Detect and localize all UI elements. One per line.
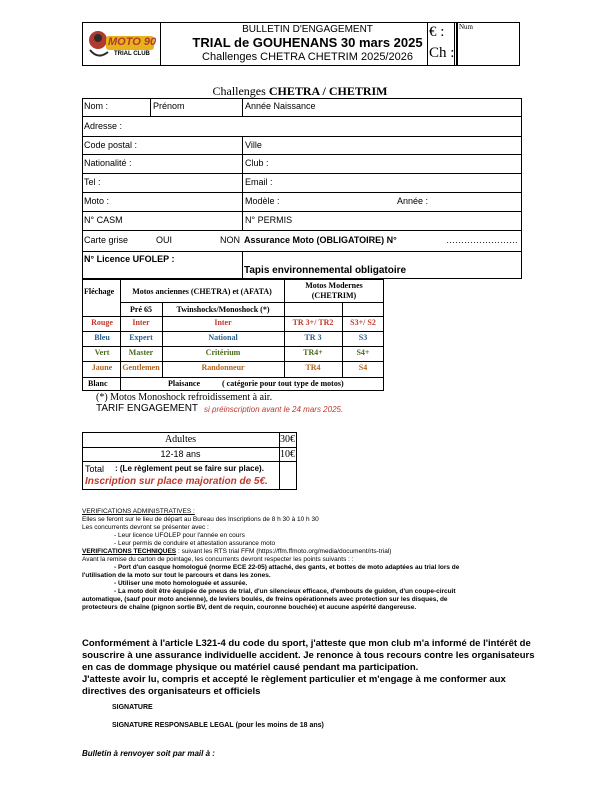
header-modernes: Motos Modernes (CHETRIM) (305, 281, 363, 300)
header-line2: TRIAL de GOUHENANS 30 mars 2025 (192, 35, 423, 50)
logo-text: MOTO 90 (108, 36, 157, 48)
tapis-notice: Tapis environnemental obligatoire (244, 265, 407, 276)
price-total-note: : (Le règlement peut se faire sur place). (115, 464, 264, 473)
monoshock-note: (*) Motos Monoshock refroidissement à air. (96, 392, 273, 403)
verif-line8: - Utiliser une moto homologuée et assurée. (114, 580, 248, 587)
field-modele[interactable]: Modèle : (245, 196, 280, 206)
option-non[interactable]: NON (220, 235, 240, 245)
field-annee-naissance[interactable]: Année Naissance (245, 101, 316, 111)
row-moderne-tr: TR 3+/ TR2 (292, 318, 334, 327)
row-moderne-tr: TR4+ (303, 348, 323, 357)
declaration-line3: en cas de dommage physique ou matériel causé pendant ma participation. (82, 662, 419, 673)
signature-legal-note: (pour les moins de 18 ans) (235, 722, 324, 729)
verif-line3: - Leur licence UFOLEP pour l'année en cours (114, 532, 245, 539)
ch-label: Ch : (429, 45, 455, 61)
verif-title: VERIFICATIONS ADMINISTRATIVES : (82, 508, 195, 515)
row-pre65: Inter (132, 318, 150, 327)
field-ville[interactable]: Ville (245, 140, 262, 150)
verif-line7: l'utilisation de la moto sur tout le parcours et dans les zones. (82, 572, 271, 579)
header-anciennes: Motos anciennes (CHETRA) et (AFATA) (132, 287, 272, 296)
field-moto[interactable]: Moto : (84, 196, 110, 206)
field-permis[interactable]: N° PERMIS (245, 215, 293, 225)
header-twin: Twinshocks/Monoshock (*) (176, 305, 270, 314)
bulletin-return: Bulletin à renvoyer soit par mail à : (82, 749, 215, 758)
field-tel[interactable]: Tel : (84, 177, 101, 187)
row-twinshock: Randonneur (201, 363, 245, 372)
tarif-note: si préinscription avant le 24 mars 2025. (204, 405, 344, 414)
row-pre65: Expert (129, 333, 153, 342)
field-annee[interactable]: Année : (397, 196, 429, 206)
signature-legal (112, 722, 324, 729)
signature-label: SIGNATURE (112, 704, 153, 711)
plaisance-note: ( catégorie pour tout type de motos) (222, 379, 344, 388)
header-pre65: Pré 65 (130, 305, 152, 314)
row-moderne-s: S4 (358, 363, 368, 372)
verif-tech-rest: : suivant les RTS trial FFM (https://ffm.ffmoto.org/media/document/rts-trial) (177, 548, 392, 555)
price-jeunes: 12-18 ans (160, 449, 201, 459)
club-logo (86, 26, 158, 62)
verif-line11: protecteurs de chaîne (pignon sortie BV, dent de requin, couronne bouchée) et aucune aspérité dangereuse. (82, 604, 417, 611)
inscription-note: Inscription sur place majoration de 5€. (85, 476, 268, 487)
price-jeunes-value: 10€ (280, 449, 295, 460)
verification-section (82, 508, 582, 612)
verif-line9: - La moto doit être équipée de pneus de trial, d'un silencieux efficace, d'embouts de guidon, d'un coupe-circuit (114, 588, 456, 595)
row-flechage: Rouge (91, 318, 113, 327)
verif-line10: automatique, (sauf pour moto ancienne), de leviers boulés, de freins opérationnels avec protection sur les disques, de (82, 596, 448, 603)
row-moderne-s: S3+/ S2 (350, 318, 376, 327)
row-pre65: Master (128, 348, 154, 357)
logo-subtext: TRIAL CLUB (114, 51, 150, 57)
tarif-label: TARIF ENGAGEMENT (96, 403, 199, 414)
declaration-line2: souscrire à une assurance individuelle accident. Je renonce à tous recours contre les organisateurs (82, 650, 535, 661)
row-moderne-tr: TR4 (305, 363, 321, 372)
field-nationalite[interactable]: Nationalité : (84, 158, 132, 168)
row-blanc: Blanc (88, 379, 108, 388)
challenges-title (0, 84, 600, 99)
challenges-title-prefix: Challenges (212, 84, 266, 98)
price-total: Total (85, 464, 105, 474)
verif-line6: - Port d'un casque homologué (norme ECE 22-05) attaché, des gants, et bottes de moto adaptées au trial lors de (114, 564, 460, 571)
field-adresse[interactable]: Adresse : (84, 121, 123, 131)
field-club[interactable]: Club : (245, 158, 269, 168)
row-plaisance: Plaisance (168, 379, 200, 388)
verif-tech-line (82, 548, 582, 556)
row-flechage: Bleu (94, 333, 110, 342)
field-prenom[interactable]: Prénom (153, 101, 185, 111)
option-oui[interactable]: OUI (156, 235, 173, 245)
declaration-line4: J'atteste avoir lu, compris et accepté le règlement particulier et m'engage à me conformer aux (82, 674, 506, 685)
challenges-title-bold: CHETRA / CHETRIM (268, 84, 388, 98)
row-moderne-tr: TR 3 (304, 333, 322, 342)
row-moderne-s: S3 (358, 333, 368, 342)
verif-line5: Avant la remise du carton de pointage, les concurrents devront respecter les points suivants : : (82, 556, 354, 563)
header-line1: BULLETIN D'ENGAGEMENT (242, 24, 373, 35)
signature-legal-label: SIGNATURE RESPONSABLE LEGAL (112, 722, 234, 729)
field-email[interactable]: Email : (245, 177, 273, 187)
header-line3: Challenges CHETRA CHETRIM 2025/2026 (202, 51, 413, 63)
verif-tech-title: VERIFICATIONS TECHNIQUES (82, 548, 177, 555)
row-twinshock: Inter (214, 318, 232, 327)
field-code-postal[interactable]: Code postal : (84, 140, 138, 150)
field-licence[interactable]: N° Licence UFOLEP : (84, 254, 175, 264)
declaration-line5: directives des organisateurs et officiels (82, 686, 261, 697)
row-flechage: Vert (94, 348, 110, 357)
verif-line4: - Leur permis de conduire et attestation assurance moto (114, 540, 276, 547)
row-flechage: Jaune (91, 363, 113, 372)
field-assurance[interactable]: Assurance Moto (OBLIGATOIRE) N° (244, 235, 397, 245)
declaration (82, 638, 592, 698)
row-pre65: Gentlemen (122, 363, 160, 372)
header-flechage: Fléchage (84, 287, 115, 296)
field-nom[interactable]: Nom : (84, 101, 109, 111)
verif-line1: Elles se feront sur le lieu de départ au Bureau des Inscriptions de 8 h 30 à 10 h 30 (82, 516, 319, 523)
field-carte-grise: Carte grise (84, 235, 129, 245)
assurance-dots: …………………… (446, 235, 518, 245)
row-twinshock: National (208, 333, 238, 342)
num-label: Num (459, 23, 473, 31)
field-casm[interactable]: N° CASM (84, 215, 123, 225)
row-moderne-s: S4+ (356, 348, 370, 357)
price-adultes: Adultes (164, 434, 197, 445)
verif-line2: Les concurrents devront se présenter avec : (82, 524, 209, 531)
euro-label: € : (429, 24, 445, 40)
price-adultes-value: 30€ (280, 434, 295, 445)
declaration-line1: Conformément à l'article L321-4 du code du sport, j'atteste que mon club m'a informé de l'intérêt de (82, 638, 531, 649)
row-twinshock: Critérium (205, 348, 241, 357)
